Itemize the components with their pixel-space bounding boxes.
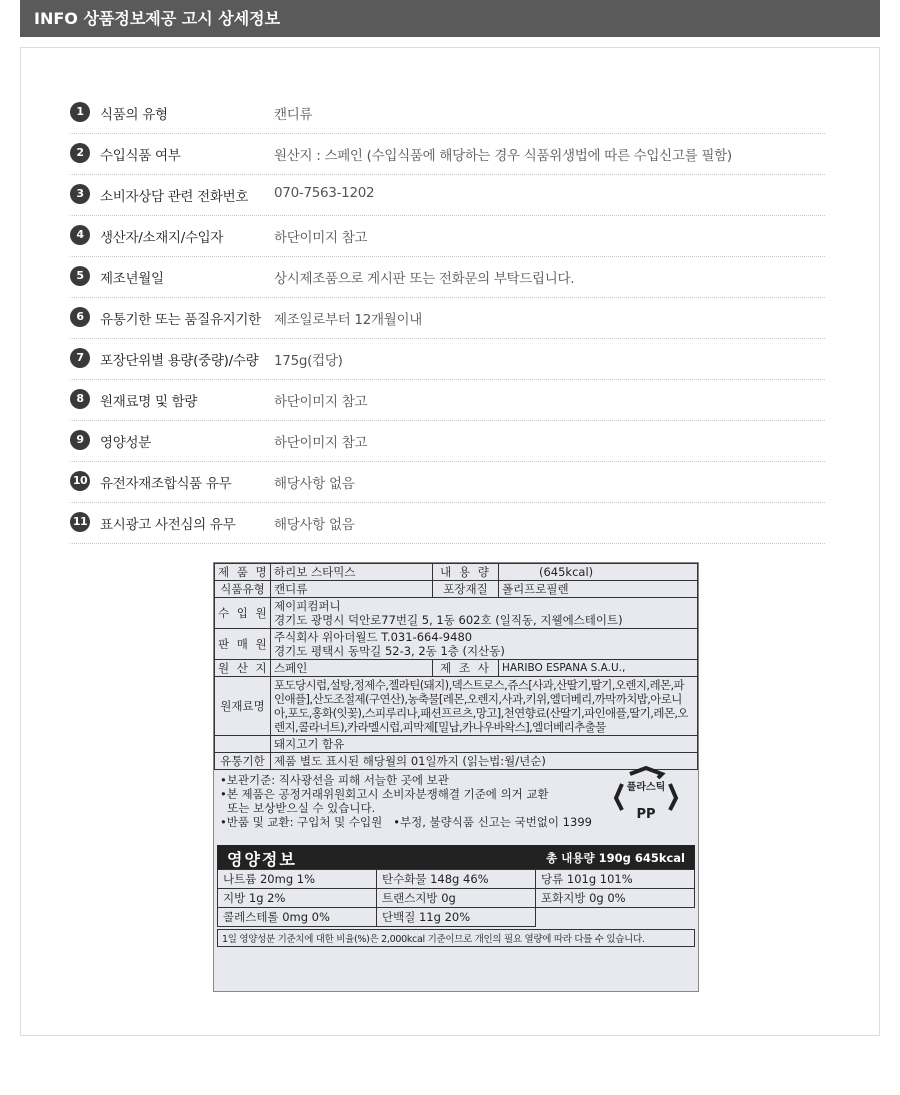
seller-address: 경기도 평택시 동막길 52-3, 2동 1층 (지산동) [274, 644, 505, 658]
label-allergen: 돼지고기 함유 [271, 736, 698, 753]
label-key: 제 품 명 [215, 564, 271, 581]
label-ingredients: 포도당시럽,설탕,정제수,젤라틴(돼지),덱스트로스,쥬스[사과,산딸기,딸기,오렌지,레몬,파인애플],산도조절제(구연산),농축물[레몬,오렌지,사과,키위,엘더베리,까막까치밥,아로니아,포도,홍화(잇꽃),스피루리나,패션프르츠,망고],천연향료(산딸기,파인애플,딸기,레몬,오렌지,콜라너트),카라멜시럽,피막제[밀납,카나우바왁스],엘더베리추출물 [271, 677, 698, 736]
row-value: 캔디류 [274, 107, 313, 123]
label-key: 유통기한 [215, 753, 271, 770]
label-info-table [214, 563, 698, 770]
row-value: 해당사항 없음 [274, 476, 355, 492]
row-value: 하단이미지 참고 [274, 394, 368, 410]
info-row [70, 421, 825, 462]
label-key: 원재료명 [215, 677, 271, 736]
row-value: 원산지 : 스페인 (수입식품에 해당하는 경우 식품위생법에 따른 수입신고를 필함) [274, 148, 732, 164]
nutrient-cell: 단백질 11g 20% [377, 908, 536, 927]
info-list [70, 93, 825, 544]
label-packaging: 폴리프로필렌 [499, 581, 698, 598]
row-value: 175g(컵당) [274, 353, 343, 369]
nutrition-footnote: 1일 영양성분 기준치에 대한 비율(%)은 2,000kcal 기준이므로 개인의 필요 열량에 따라 다를 수 있습니다. [217, 929, 695, 947]
nutrition-header [217, 845, 695, 869]
row-number-badge: 4 [70, 225, 90, 245]
nutrient-cell: 나트륨 20mg 1% [218, 870, 377, 889]
row-number-badge: 10 [70, 471, 90, 491]
row-number-badge: 9 [70, 430, 90, 450]
nutrient-cell: 지방 1g 2% [218, 889, 377, 908]
row-label: 포장단위별 용량(중량)/수량 [100, 353, 259, 369]
nutrient-cell: 탄수화물 148g 46% [377, 870, 536, 889]
row-label: 생산자/소재지/수입자 [100, 230, 224, 246]
row-value: 제조일로부터 12개월이내 [274, 312, 422, 328]
label-expiry: 제품 별도 표시된 해당월의 01일까지 (읽는법:월/년순) [271, 753, 698, 770]
label-key: 판 매 원 [215, 629, 271, 660]
label-food-type: 캔디류 [271, 581, 433, 598]
row-label: 영양성분 [100, 435, 151, 451]
nutrient-cell: 트랜스지방 0g [377, 889, 536, 908]
nutrition-table [217, 869, 695, 927]
label-key: 내 용 량 [433, 564, 499, 581]
row-label: 유전자재조합식품 유무 [100, 476, 232, 492]
nutrient-cell [536, 908, 695, 927]
row-number-badge: 2 [70, 143, 90, 163]
nutrition-title: 영양정보 [227, 850, 297, 869]
row-number-badge: 3 [70, 184, 90, 204]
note-line: 또는 보상받으실 수 있습니다. [220, 801, 376, 815]
nutrient-cell: 포화지방 0g 0% [536, 889, 695, 908]
nutrient-cell: 콜레스테롤 0mg 0% [218, 908, 377, 927]
row-number-badge: 7 [70, 348, 90, 368]
info-row [70, 298, 825, 339]
nutrient-cell: 당류 101g 101% [536, 870, 695, 889]
nutrition-row [218, 908, 695, 927]
row-label: 제조년월일 [100, 271, 164, 287]
row-value: 하단이미지 참고 [274, 435, 368, 451]
info-row [70, 462, 825, 503]
info-row [70, 257, 825, 298]
label-key: 식품유형 [215, 581, 271, 598]
nutrition-total: 총 내용량 190g 645kcal [546, 851, 685, 865]
label-key: 포장재질 [433, 581, 499, 598]
nutrition-row [218, 870, 695, 889]
note-line: •본 제품은 공정거래위원회고시 소비자분쟁해결 기준에 의거 교환 [220, 787, 549, 801]
label-origin: 스페인 [271, 660, 433, 677]
label-key: 수 입 원 [215, 598, 271, 629]
row-number-badge: 11 [70, 512, 90, 532]
note-line: •보관기준: 직사광선을 피해 서늘한 곳에 보관 [220, 773, 449, 787]
row-label: 소비자상담 관련 전화번호 [100, 189, 249, 205]
label-key: 원 산 지 [215, 660, 271, 677]
page-title: INFO 상품정보제공 고시 상세정보 [34, 9, 281, 28]
info-row [70, 93, 825, 134]
page-header [20, 0, 880, 37]
row-value: 하단이미지 참고 [274, 230, 368, 246]
row-value: 해당사항 없음 [274, 517, 355, 533]
recycle-label: 플라스틱 [626, 782, 666, 793]
row-label: 유통기한 또는 품질유지기한 [100, 312, 261, 328]
label-empty-cell [215, 736, 271, 753]
row-label: 원재료명 및 함량 [100, 394, 198, 410]
recycle-material: PP [636, 807, 656, 822]
row-label: 수입식품 여부 [100, 148, 181, 164]
info-row [70, 175, 825, 216]
product-label-image [213, 562, 699, 992]
label-importer [271, 598, 698, 629]
note-line: •반품 및 교환: 구입처 및 수입원 •부정, 불량식품 신고는 국번없이 1399 [220, 815, 592, 829]
row-number-badge: 1 [70, 102, 90, 122]
seller-name: 주식회사 위아더월드 T.031-664-9480 [274, 630, 473, 644]
info-row [70, 134, 825, 175]
nutrition-row [218, 889, 695, 908]
label-key: 제 조 사 [433, 660, 499, 677]
row-number-badge: 8 [70, 389, 90, 409]
info-panel [20, 47, 880, 1036]
label-notes [214, 770, 698, 845]
label-content: (645kcal) [499, 564, 698, 581]
row-value: 070-7563-1202 [274, 185, 375, 201]
importer-address: 경기도 광명시 덕안로77번길 5, 1동 602호 (일직동, 지웰에스테이트) [274, 613, 623, 627]
recycle-arrows-icon [612, 766, 680, 826]
info-row [70, 503, 825, 544]
info-row [70, 216, 825, 257]
label-seller [271, 629, 698, 660]
label-product-name: 하리보 스타믹스 [271, 564, 433, 581]
label-maker: HARIBO ESPANA S.A.U., [499, 660, 698, 677]
row-label: 식품의 유형 [100, 107, 168, 123]
info-row [70, 380, 825, 421]
row-value: 상시제조품으로 게시판 또는 전화문의 부탁드립니다. [274, 271, 575, 287]
row-label: 표시광고 사전심의 유무 [100, 517, 236, 533]
info-row [70, 339, 825, 380]
row-number-badge: 5 [70, 266, 90, 286]
row-number-badge: 6 [70, 307, 90, 327]
importer-name: 제이피컴퍼니 [274, 599, 341, 613]
